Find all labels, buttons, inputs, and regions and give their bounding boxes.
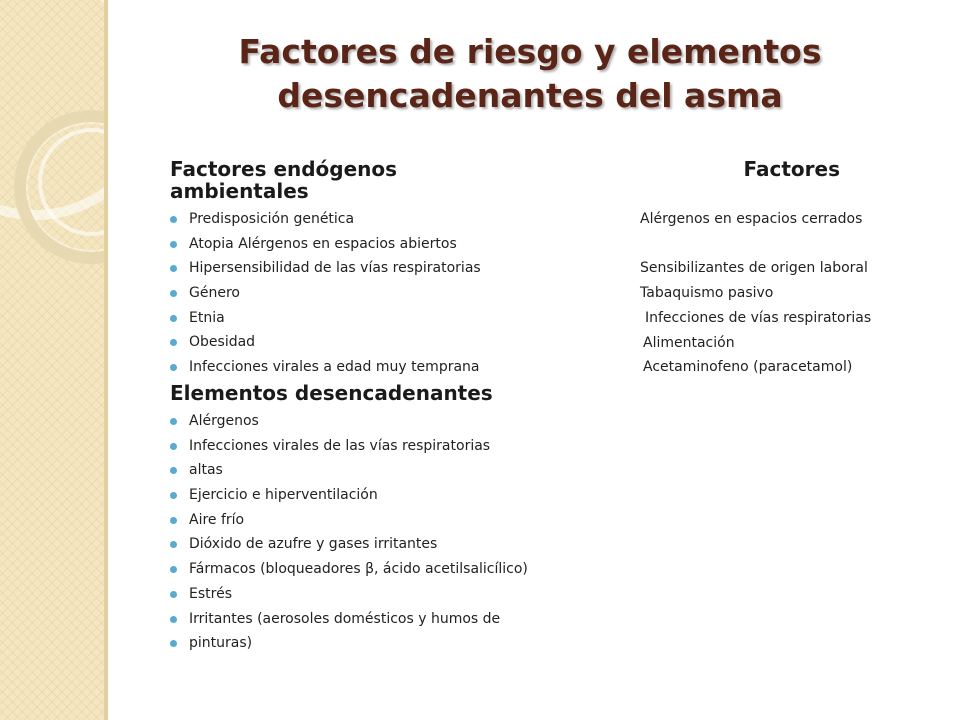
endogenos-list bbox=[170, 207, 481, 380]
list-item: Alimentación bbox=[643, 334, 735, 351]
list-item: Infecciones virales de las vías respiratorias bbox=[170, 434, 528, 459]
list-item: Ejercicio e hiperventilación bbox=[170, 483, 528, 508]
list-item: Alérgenos en espacios cerrados bbox=[640, 211, 863, 227]
heading-desencadenantes: Elementos desencadenantes bbox=[170, 381, 493, 405]
list-item: Alérgenos bbox=[170, 409, 528, 434]
list-item: Dióxido de azufre y gases irritantes bbox=[170, 532, 528, 557]
decorative-sidebar bbox=[0, 0, 104, 720]
bullet-dot-icon bbox=[170, 265, 177, 272]
heading-endogenos: Factores endógenos bbox=[170, 157, 398, 181]
bullet-dot-icon bbox=[170, 339, 177, 346]
slide-title: Factores de riesgo y elementos desencadenantes del asma bbox=[238, 32, 822, 115]
list-item: Sensibilizantes de origen laboral bbox=[640, 260, 868, 277]
bullet-dot-icon bbox=[170, 492, 177, 499]
list-item: Irritantes (aerosoles domésticos y humos de bbox=[170, 607, 528, 632]
list-item: Tabaquismo pasivo bbox=[640, 285, 774, 302]
list-item: Infecciones virales a edad muy temprana bbox=[170, 355, 481, 380]
list-item: altas bbox=[170, 458, 528, 483]
bullet-dot-icon bbox=[170, 364, 177, 371]
bullet-dot-icon bbox=[170, 467, 177, 474]
list-item: pinturas) bbox=[170, 631, 528, 656]
list-item: Género bbox=[170, 281, 481, 306]
list-item: Etnia bbox=[170, 306, 481, 331]
list-item: Fármacos (bloqueadores β, ácido acetilsalicílico) bbox=[170, 557, 528, 582]
bullet-dot-icon bbox=[170, 640, 177, 647]
bullet-dot-icon bbox=[170, 315, 177, 322]
bullet-dot-icon bbox=[170, 616, 177, 623]
list-item: Estrés bbox=[170, 582, 528, 607]
list-item: Atopia Alérgenos en espacios abiertos bbox=[170, 232, 481, 257]
list-item: Aire frío bbox=[170, 508, 528, 533]
bullet-dot-icon bbox=[170, 290, 177, 297]
bullet-dot-icon bbox=[170, 591, 177, 598]
bullet-dot-icon bbox=[170, 216, 177, 223]
list-item: Obesidad bbox=[170, 330, 481, 355]
bullet-dot-icon bbox=[170, 418, 177, 425]
heading-row bbox=[170, 157, 840, 181]
list-item: Infecciones de vías respiratorias bbox=[645, 309, 872, 326]
list-item: Acetaminofeno (paracetamol) bbox=[643, 359, 853, 376]
heading-ambientales-part2: ambientales bbox=[170, 179, 309, 203]
sidebar-divider bbox=[104, 0, 108, 720]
list-item: Hipersensibilidad de las vías respiratorias bbox=[170, 256, 481, 281]
bullet-dot-icon bbox=[170, 517, 177, 524]
bullet-dot-icon bbox=[170, 566, 177, 573]
bullet-dot-icon bbox=[170, 443, 177, 450]
heading-ambientales-part1: Factores bbox=[743, 157, 840, 181]
bullet-dot-icon bbox=[170, 241, 177, 248]
desencadenantes-list bbox=[170, 409, 528, 656]
list-item: Predisposición genética bbox=[170, 207, 481, 232]
bullet-dot-icon bbox=[170, 541, 177, 548]
